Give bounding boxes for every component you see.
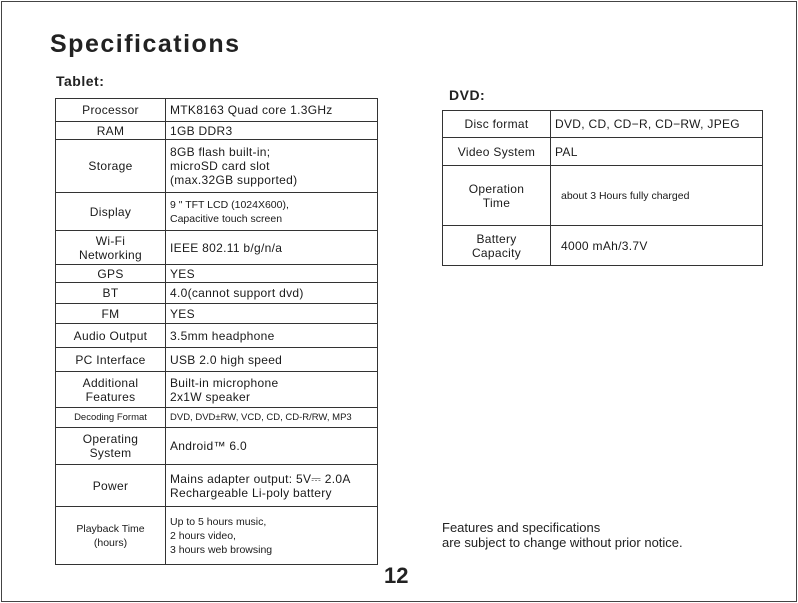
table-row (56, 140, 378, 193)
table-row (56, 324, 378, 348)
dvd-spec-table (442, 110, 763, 266)
page-number: 12 (384, 563, 409, 588)
spec-label: Battery Capacity (443, 226, 551, 266)
table-row (56, 408, 378, 428)
spec-label: Storage (56, 140, 166, 193)
spec-value: 8GB flash built-in; microSD card slot (max.32GB supported) (166, 140, 378, 193)
spec-value: 4000 mAh/3.7V (551, 226, 763, 266)
spec-label: Playback Time (hours) (56, 507, 166, 565)
disclaimer-note: Features and specifications are subject to change without prior notice. (442, 520, 683, 550)
spec-value: DVD, DVD±RW, VCD, CD, CD-R/RW, MP3 (166, 408, 378, 428)
spec-value: Android™ 6.0 (166, 428, 378, 465)
table-row (56, 428, 378, 465)
spec-value: Built-in microphone 2x1W speaker (166, 372, 378, 408)
spec-label: Decoding Format (56, 408, 166, 428)
spec-label: Audio Output (56, 324, 166, 348)
spec-label: BT (56, 283, 166, 304)
table-row (56, 465, 378, 507)
spec-value: YES (166, 265, 378, 283)
table-row (443, 138, 763, 166)
spec-value: MTK8163 Quad core 1.3GHz (166, 99, 378, 122)
spec-value: 4.0(cannot support dvd) (166, 283, 378, 304)
dvd-heading: DVD: (449, 87, 486, 103)
spec-label: Additional Features (56, 372, 166, 408)
spec-label: Processor (56, 99, 166, 122)
spec-value: 1GB DDR3 (166, 122, 378, 140)
spec-value: Mains adapter output: 5V⎓ 2.0A Rechargeable Li-poly battery (166, 465, 378, 507)
table-row (443, 166, 763, 226)
table-row (56, 99, 378, 122)
table-row (56, 507, 378, 565)
table-row (56, 231, 378, 265)
spec-value: 3.5mm headphone (166, 324, 378, 348)
spec-value: DVD, CD, CD−R, CD−RW, JPEG (551, 111, 763, 138)
spec-label: FM (56, 304, 166, 324)
tablet-spec-table (55, 98, 378, 565)
table-row (56, 372, 378, 408)
spec-value: about 3 Hours fully charged (551, 166, 763, 226)
spec-value: IEEE 802.11 b/g/n/a (166, 231, 378, 265)
spec-value: 9 " TFT LCD (1024X600), Capacitive touch screen (166, 193, 378, 231)
spec-label: Power (56, 465, 166, 507)
spec-value: Up to 5 hours music, 2 hours video, 3 hours web browsing (166, 507, 378, 565)
table-row (56, 265, 378, 283)
spec-value: YES (166, 304, 378, 324)
spec-label: PC Interface (56, 348, 166, 372)
spec-label: Operating System (56, 428, 166, 465)
table-row (56, 283, 378, 304)
table-row (56, 348, 378, 372)
spec-label: Wi-Fi Networking (56, 231, 166, 265)
spec-label: Disc format (443, 111, 551, 138)
table-row (443, 226, 763, 266)
table-row (56, 304, 378, 324)
spec-label: Operation Time (443, 166, 551, 226)
page-title: Specifications (50, 30, 241, 58)
table-row (443, 111, 763, 138)
spec-value: USB 2.0 high speed (166, 348, 378, 372)
spec-label: Display (56, 193, 166, 231)
tablet-heading: Tablet: (56, 73, 105, 89)
spec-value: PAL (551, 138, 763, 166)
table-row (56, 122, 378, 140)
table-row (56, 193, 378, 231)
spec-label: GPS (56, 265, 166, 283)
spec-label: Video System (443, 138, 551, 166)
spec-label: RAM (56, 122, 166, 140)
